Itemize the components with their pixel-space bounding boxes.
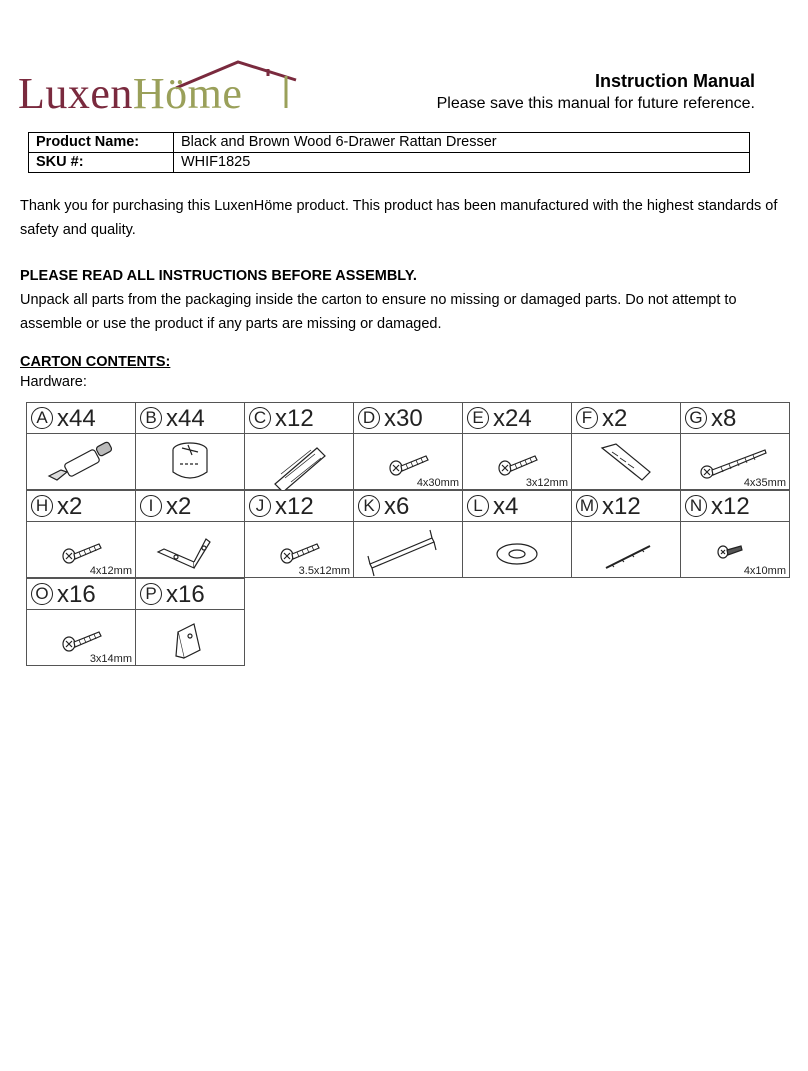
part-size: 3.5x12mm <box>298 565 350 577</box>
hardware-part-c-image <box>244 433 354 490</box>
sku-value: WHIF1825 <box>174 153 750 173</box>
hardware-part-j-header <box>244 490 354 522</box>
part-size: 4x10mm <box>743 565 786 577</box>
part-letter: N <box>685 495 707 517</box>
part-quantity: x44 <box>166 405 205 432</box>
hardware-part-k-image <box>353 521 463 578</box>
hardware-part-o-header <box>26 578 136 610</box>
part-quantity: x16 <box>57 581 96 608</box>
washer-icon <box>463 522 571 578</box>
part-size: 3x12mm <box>525 477 568 489</box>
nail-icon <box>572 522 680 578</box>
hardware-part-m-image <box>571 521 681 578</box>
hardware-part-g-header <box>680 402 790 434</box>
document-subtitle: Please save this manual for future reference. <box>436 95 755 112</box>
hardware-label: Hardware: <box>20 374 87 390</box>
part-letter: P <box>140 583 162 605</box>
corner-bracket-icon <box>136 610 244 666</box>
drawer-handle-icon <box>354 522 462 578</box>
part-quantity: x24 <box>493 405 532 432</box>
hardware-grid <box>26 402 789 668</box>
part-quantity: x8 <box>711 405 737 432</box>
hardware-part-b-header <box>135 402 245 434</box>
part-quantity: x12 <box>275 493 314 520</box>
part-letter: D <box>358 407 380 429</box>
hardware-part-f-image <box>571 433 681 490</box>
unpack-paragraph: Unpack all parts from the packaging inside the carton to ensure no missing or damaged parts. Do not attempt to assemble or use the product if any parts are missing or damaged. <box>20 292 737 332</box>
hardware-part-n-header <box>680 490 790 522</box>
product-name-value: Black and Brown Wood 6-Drawer Rattan Dresser <box>174 133 750 153</box>
hardware-part-n-image <box>680 521 790 578</box>
part-letter: J <box>249 495 271 517</box>
part-size: 3x14mm <box>89 653 132 665</box>
part-letter: C <box>249 407 271 429</box>
product-info-table <box>28 132 750 173</box>
part-letter: E <box>467 407 489 429</box>
part-quantity: x6 <box>384 493 410 520</box>
part-letter: B <box>140 407 162 429</box>
hardware-part-d-header <box>353 402 463 434</box>
part-letter: K <box>358 495 380 517</box>
table-row <box>29 153 750 173</box>
part-quantity: x12 <box>602 493 641 520</box>
hardware-part-k-header <box>353 490 463 522</box>
part-letter: H <box>31 495 53 517</box>
cam-lock-icon <box>136 434 244 490</box>
hardware-part-a-image <box>26 433 136 490</box>
part-quantity: x2 <box>57 493 83 520</box>
hardware-part-f-header <box>571 402 681 434</box>
hardware-part-e-image <box>462 433 572 490</box>
hardware-part-i-image <box>135 521 245 578</box>
hardware-part-j-image <box>244 521 354 578</box>
table-row <box>29 133 750 153</box>
part-size: 4x30mm <box>416 477 459 489</box>
hardware-part-d-image <box>353 433 463 490</box>
hardware-part-h-header <box>26 490 136 522</box>
cam-bolt-icon <box>27 434 135 490</box>
logo-text-luxen: Luxen <box>18 69 133 118</box>
wall-anchor-icon <box>572 434 680 490</box>
part-letter: L <box>467 495 489 517</box>
part-quantity: x2 <box>166 493 192 520</box>
part-quantity: x12 <box>275 405 314 432</box>
hardware-part-i-header <box>135 490 245 522</box>
brand-logo <box>18 58 288 118</box>
product-name-label: Product Name: <box>29 133 174 153</box>
hardware-part-e-header <box>462 402 572 434</box>
part-quantity: x16 <box>166 581 205 608</box>
hardware-part-p-image <box>135 609 245 666</box>
part-quantity: x12 <box>711 493 750 520</box>
hardware-part-b-image <box>135 433 245 490</box>
hardware-part-l-header <box>462 490 572 522</box>
carton-contents-heading: CARTON CONTENTS: <box>20 354 171 370</box>
part-size: 4x12mm <box>89 565 132 577</box>
part-letter: F <box>576 407 598 429</box>
hardware-part-p-header <box>135 578 245 610</box>
hardware-part-h-image <box>26 521 136 578</box>
hardware-part-a-header <box>26 402 136 434</box>
hardware-part-g-image <box>680 433 790 490</box>
hardware-part-c-header <box>244 402 354 434</box>
part-letter: M <box>576 495 598 517</box>
part-letter: G <box>685 407 707 429</box>
hardware-part-o-image <box>26 609 136 666</box>
logo-text-home: Höme <box>132 69 243 118</box>
part-quantity: x2 <box>602 405 628 432</box>
read-instructions-heading: PLEASE READ ALL INSTRUCTIONS BEFORE ASSEMBLY. <box>20 268 417 284</box>
part-letter: A <box>31 407 53 429</box>
part-quantity: x44 <box>57 405 96 432</box>
part-quantity: x4 <box>493 493 519 520</box>
part-quantity: x30 <box>384 405 423 432</box>
logo-wordmark <box>18 69 243 118</box>
document-title: Instruction Manual <box>594 71 755 91</box>
sku-label: SKU #: <box>29 153 174 173</box>
hardware-part-m-header <box>571 490 681 522</box>
thank-you-paragraph: Thank you for purchasing this LuxenHöme product. This product has been manufactured with the highest standards of safety and quality. <box>20 198 778 238</box>
part-size: 4x35mm <box>743 477 786 489</box>
wood-dowel-icon <box>245 434 353 490</box>
hardware-part-l-image <box>462 521 572 578</box>
l-bracket-icon <box>136 522 244 578</box>
part-letter: O <box>31 583 53 605</box>
part-letter: I <box>140 495 162 517</box>
